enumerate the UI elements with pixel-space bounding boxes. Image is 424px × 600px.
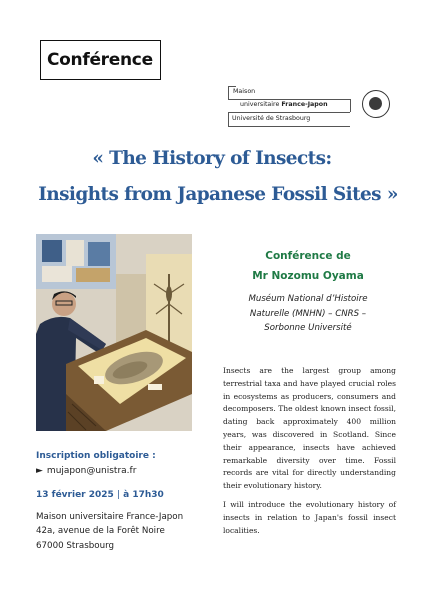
title-line1: « The History of Insects: [92, 148, 332, 169]
registration-email-row [36, 466, 136, 476]
affiliation-line1: Muséum National d’Histoire [248, 294, 368, 304]
university-seal [362, 90, 390, 118]
event-time: à 17h30 [123, 490, 164, 500]
speaker-intro: Conférence de [265, 250, 351, 262]
arrow-right-icon: ► [36, 466, 43, 476]
address-line3: 67000 Strasbourg [36, 540, 115, 551]
event-datetime [36, 490, 164, 500]
logo-line1: Maison [233, 88, 256, 95]
address-line1: Maison universitaire France-Japon [36, 512, 184, 522]
conference-badge [40, 40, 161, 80]
mfj-logo [228, 86, 356, 130]
speaker-photo [36, 234, 192, 431]
abstract-paragraph-2: I will introduce the evolutionary history of insects in relation to Japan's fossil insect localities. [223, 499, 396, 535]
speaker-name: Mr Nozomu Oyama [252, 270, 364, 282]
registration-label: Inscription obligatoire : [36, 451, 156, 461]
address-line2: 42a, avenue de la Forêt Noire [36, 526, 165, 537]
speaker-affiliation [228, 292, 388, 336]
logo-line3: Université de Strasbourg [232, 115, 311, 122]
title-line2: Insights from Japanese Fossil Sites » [38, 184, 398, 205]
date-separator: | [116, 490, 120, 500]
affiliation-line3: Sorbonne Université [264, 323, 352, 333]
badge-label: Conférence [47, 50, 153, 70]
logo-line2a: universitaire [240, 101, 282, 108]
abstract [223, 365, 396, 543]
logo-line2b: France-Japon [281, 101, 328, 108]
affiliation-line2: Naturelle (MNHN) – CNRS – [249, 308, 367, 319]
event-date: 13 février 2025 [36, 490, 114, 500]
registration-email[interactable]: mujapon@unistra.fr [46, 466, 137, 476]
abstract-paragraph-1: Insects are the largest group among terrestrial taxa and have played crucial roles in ecosystems as producers, consumers and decomposers. The oldest known insect fossil, dating back approximately 400 million years, was discovered in Scotland. Since their appearance, insects have achieved remarkable diversity over time. Fossil records are vital for directly understanding their evolutionary history. [223, 366, 396, 491]
event-address [36, 510, 183, 553]
